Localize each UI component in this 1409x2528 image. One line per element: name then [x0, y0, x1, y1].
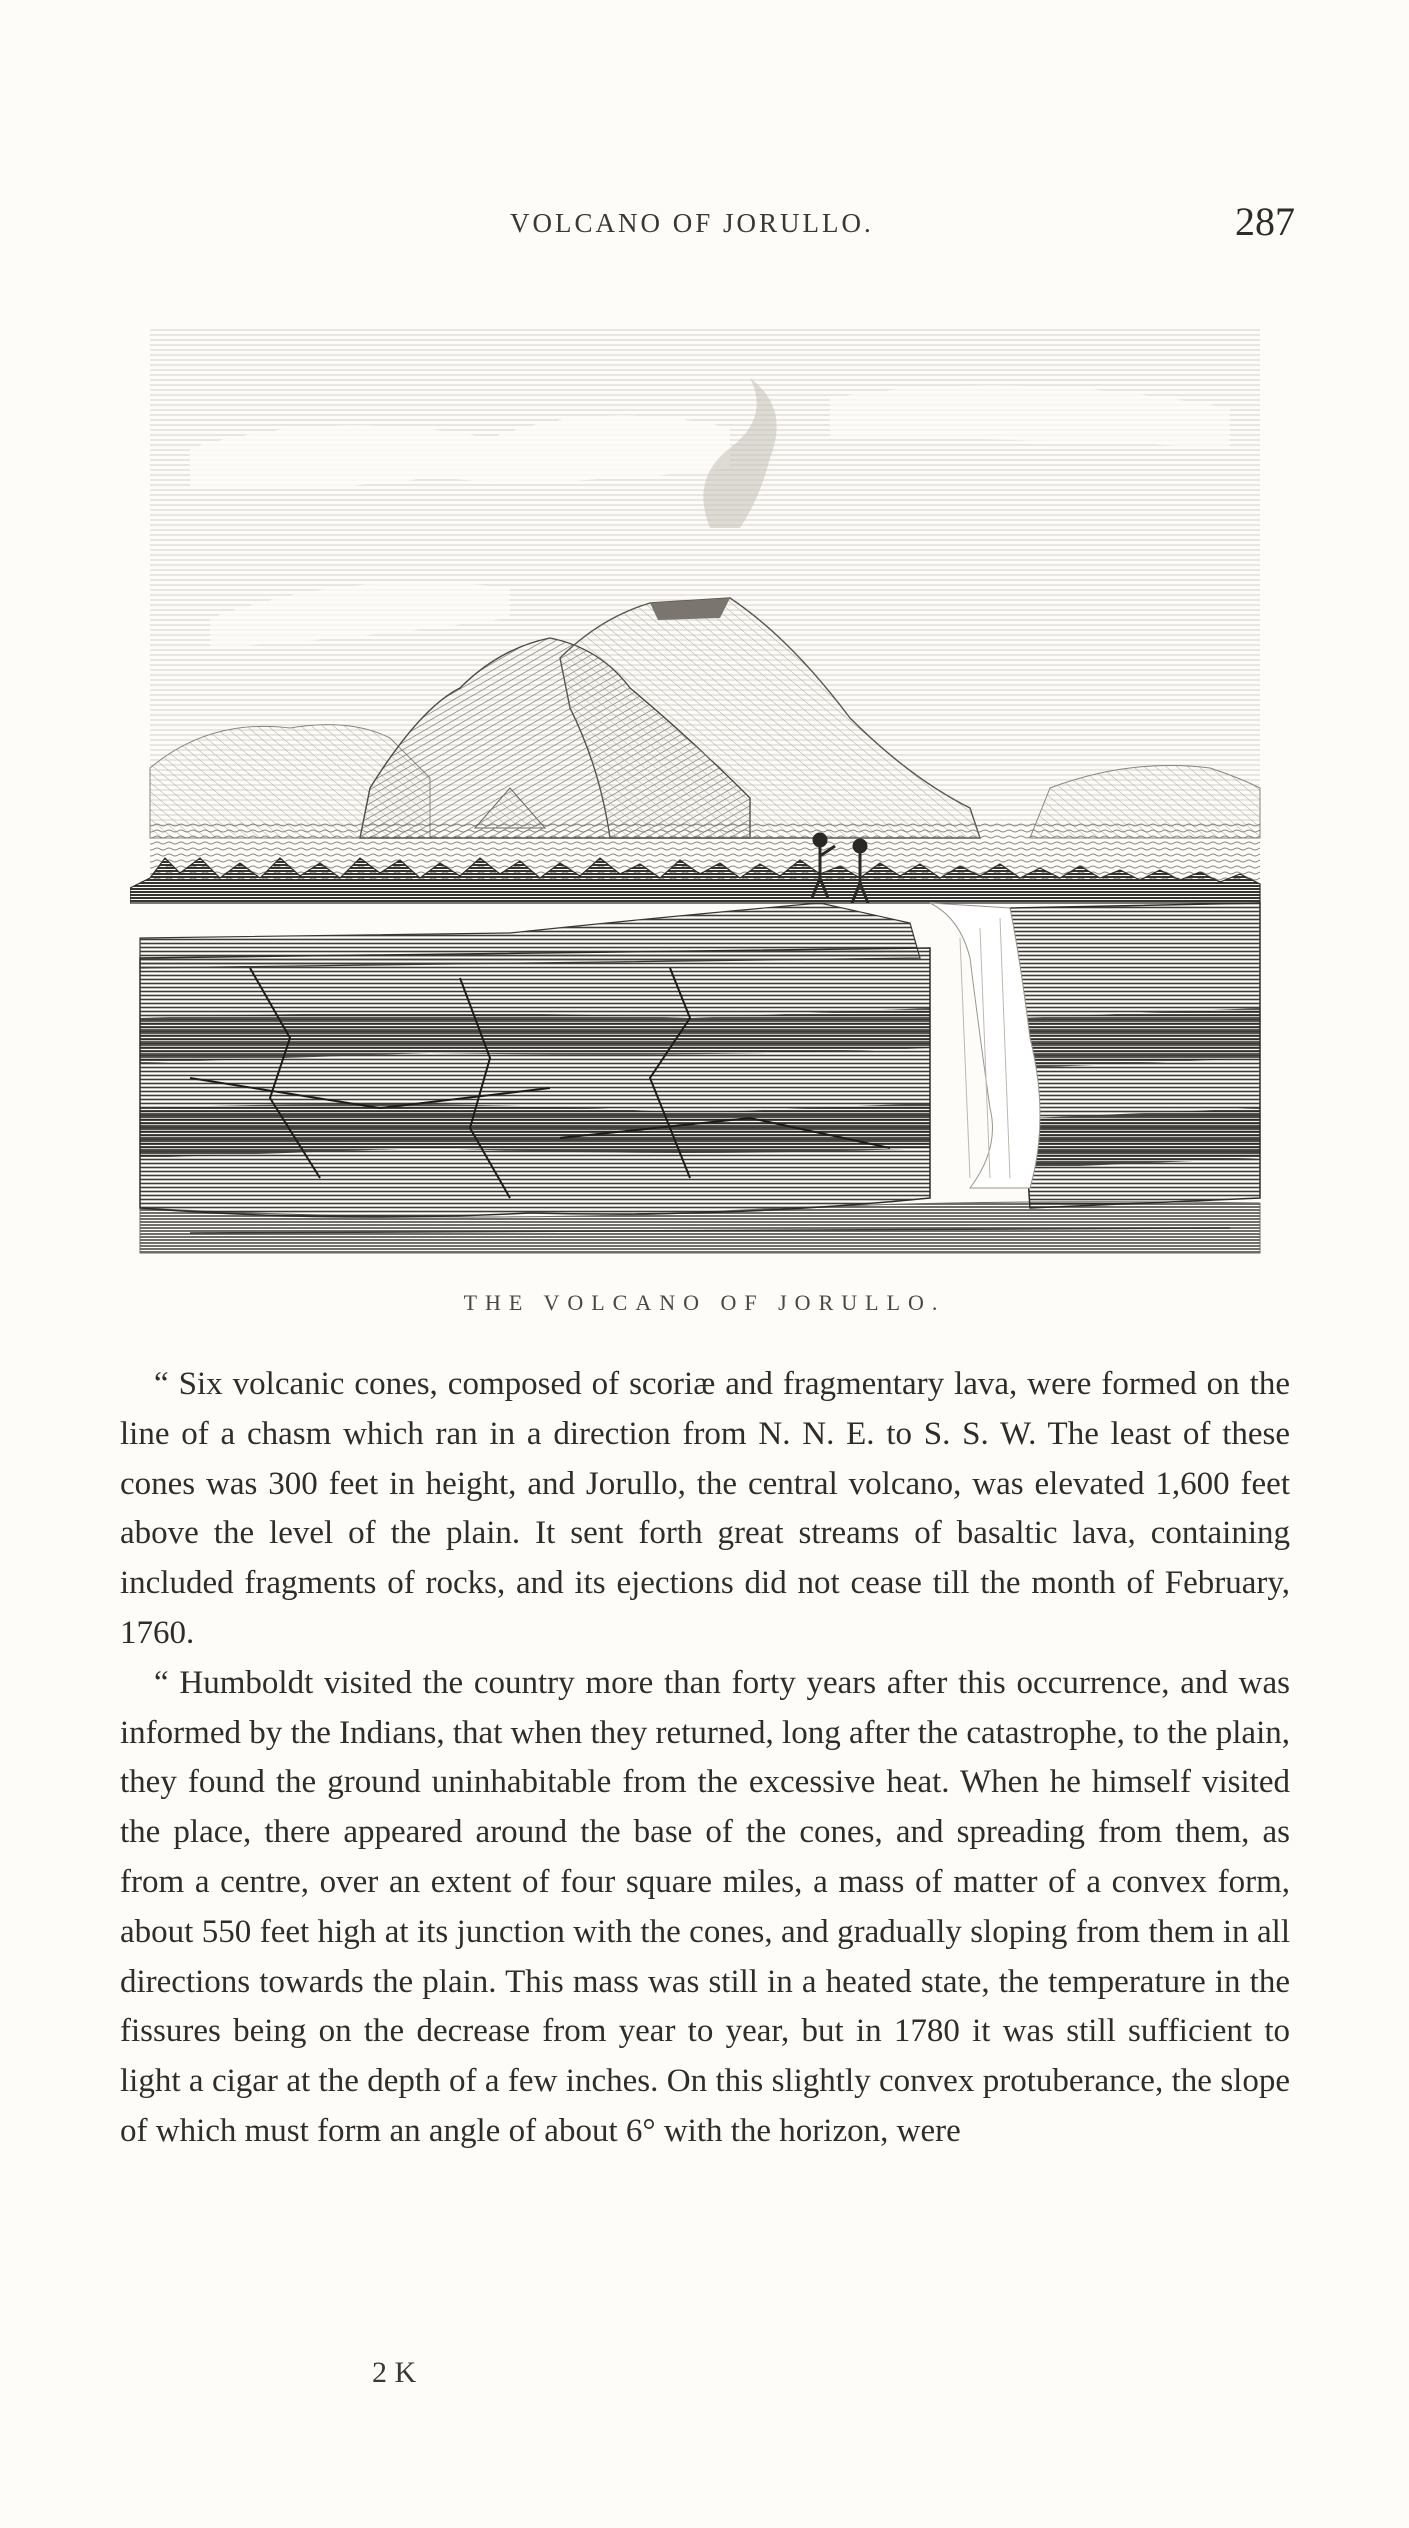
body-text — [120, 1360, 1290, 2157]
figure-caption: THE VOLCANO OF JORULLO. — [463, 1290, 946, 1315]
page-number: 287 — [1235, 199, 1295, 244]
paragraph-1: “ Six volcanic cones, composed of scoriæ and fragmentary lava, were formed on the line of a chasm which ran in a direction from N. N. E. to S. S. W. The least of these cones was 300 feet in height, and Jorullo, the central volcano, was elevated 1,600 feet above the level of the plain. It sent forth great streams of basaltic lava, containing included fragments of rocks, and its ejections did not cease till the month of February, 1760. — [120, 1366, 1290, 1651]
running-title: VOLCANO OF JORULLO. — [510, 208, 874, 238]
volcano-engraving — [130, 318, 1280, 1278]
signature-mark: 2 K — [372, 2356, 417, 2389]
rock-strata — [140, 948, 930, 1217]
running-head — [115, 198, 1295, 258]
paragraph-2: “ Humboldt visited the country more than forty years after this occurrence, and was informed by the Indians, that when they returned, long after the catastrophe, to the plain, they found the ground uninhabitable from the excessive heat. When he himself visited the place, there appeared around the base of the cones, and spreading from them, as from a centre, over an extent of four square miles, a mass of matter of a convex form, about 550 feet high at its junction with the cones, and gradually sloping from them in all directions towards the plain. This mass was still in a heated state, the temperature in the fissures being on the decrease from year to year, but in 1780 it was still sufficient to light a cigar at the depth of a few inches. On this slightly convex protuberance, the slope of which must form an angle of about 6° with the horizon, were — [120, 1664, 1290, 2149]
volcano-engraving-icon — [130, 318, 1280, 1278]
